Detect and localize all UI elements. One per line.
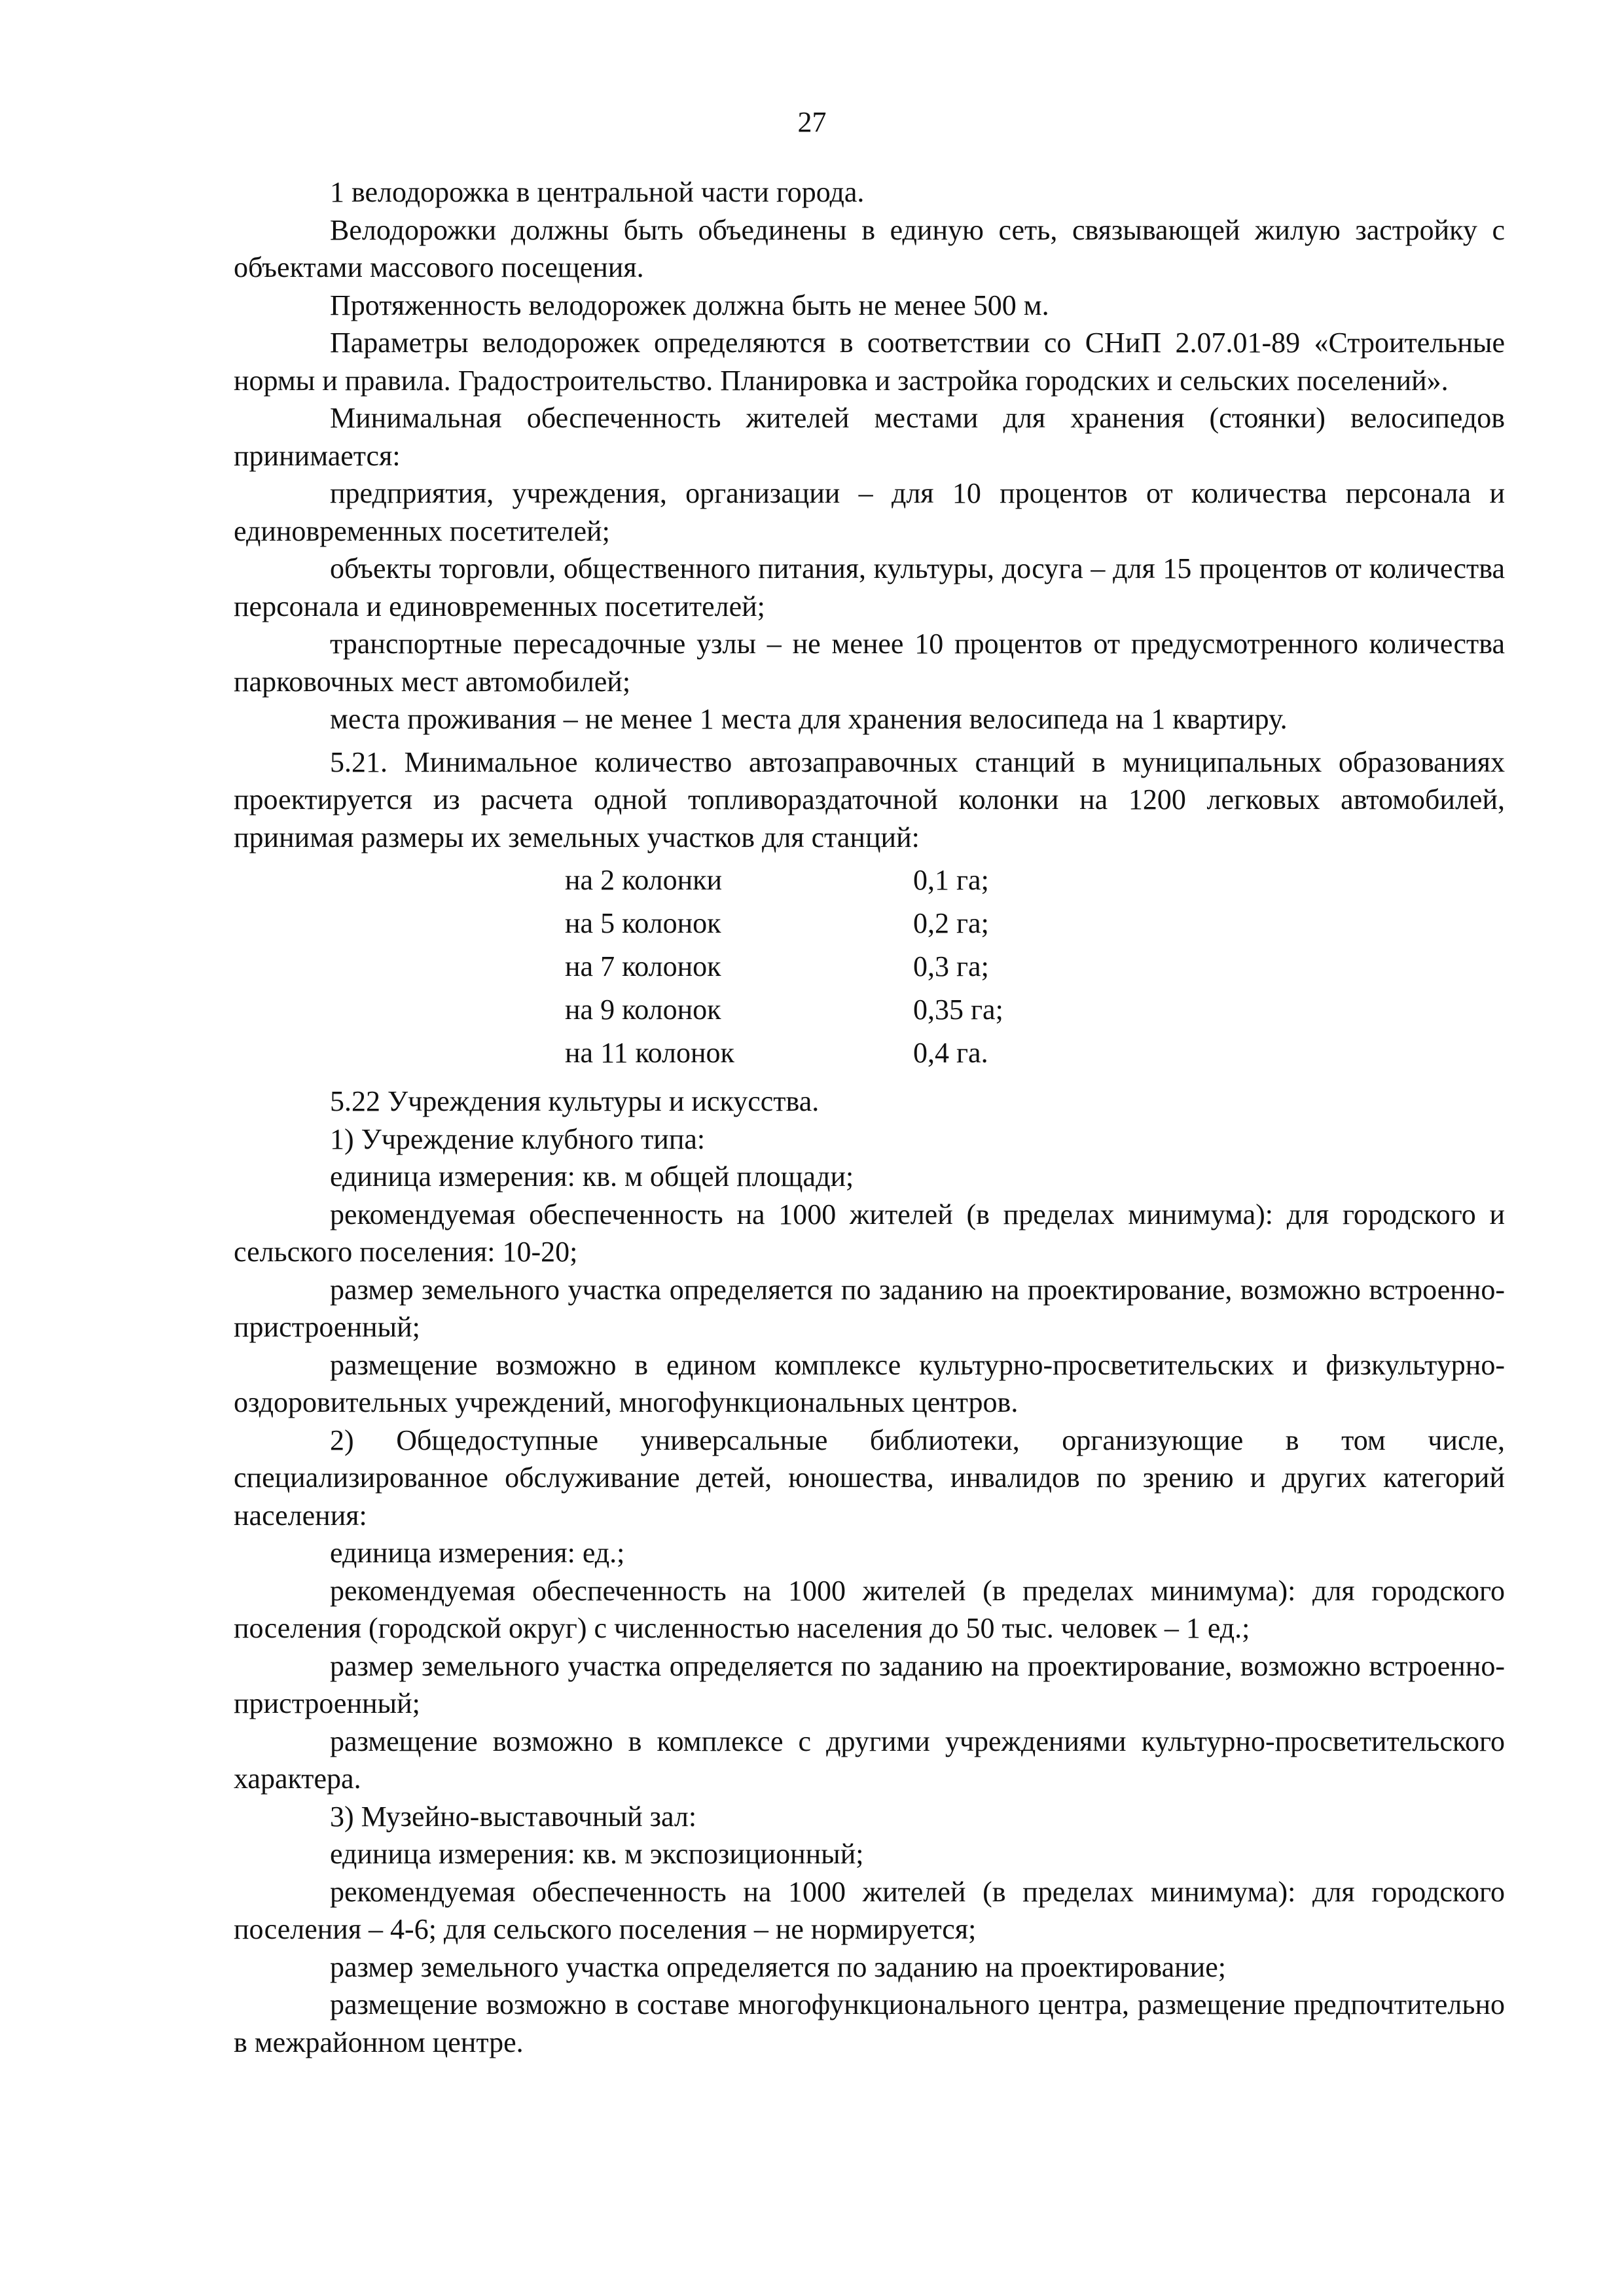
paragraph: рекомендуемая обеспеченность на 1000 жителей (в пределах минимума): для городского поселения (городской округ) с численностью населения до 50 тыс. человек – 1 ед.; bbox=[234, 1574, 1505, 1644]
paragraph: объекты торговли, общественного питания, культуры, досуга – для 15 процентов от количества персонала и единовременных посетителей; bbox=[234, 552, 1505, 622]
station-count: на 2 колонки bbox=[565, 864, 723, 896]
paragraph: рекомендуемая обеспеченность на 1000 жителей (в пределах минимума): для городского поселения – 4-6; для сельского поселения – не нормируется; bbox=[234, 1875, 1505, 1945]
paragraph: единица измерения: ед.; bbox=[330, 1537, 625, 1569]
stations-area-table bbox=[234, 861, 1505, 1076]
page-number: 27 bbox=[797, 106, 827, 138]
paragraph: Минимальная обеспеченность жителей местами для хранения (стоянки) велосипедов принимается: bbox=[234, 402, 1505, 472]
paragraph: предприятия, учреждения, организации – для 10 процентов от количества персонала и единовременных посетителей; bbox=[234, 477, 1505, 547]
paragraph: единица измерения: кв. м экспозиционный; bbox=[330, 1838, 864, 1870]
section-heading-5-22: 5.22 Учреждения культуры и искусства. bbox=[330, 1085, 820, 1117]
paragraph: Протяженность велодорожек должна быть не менее 500 м. bbox=[330, 289, 1049, 321]
paragraph: рекомендуемая обеспеченность на 1000 жителей (в пределах минимума): для городского и сельского поселения: 10-20; bbox=[234, 1198, 1505, 1268]
station-count: на 5 колонок bbox=[565, 907, 721, 939]
station-count: на 11 колонок bbox=[565, 1037, 734, 1069]
paragraph: размер земельного участка определяется по заданию на проектирование; bbox=[330, 1950, 1226, 1983]
paragraph: размещение возможно в комплексе с другими учреждениями культурно-просветительского характера. bbox=[234, 1725, 1505, 1795]
station-area: 0,2 га; bbox=[913, 907, 989, 939]
paragraph: транспортные пересадочные узлы – не менее 10 процентов от предусмотренного количества парковочных мест автомобилей; bbox=[234, 628, 1505, 698]
paragraph: размещение возможно в составе многофункционального центра, размещение предпочтительно в межрайонном центре. bbox=[234, 1988, 1505, 2058]
station-count: на 7 колонок bbox=[565, 950, 721, 982]
station-area: 0,35 га; bbox=[913, 994, 1003, 1026]
paragraph-5-21: 5.21. Минимальное количество автозаправочных станций в муниципальных образованиях проектируется из расчета одной топливораздаточной колонки на 1200 легковых автомобилей, принимая размеры их земельных участков для станций: bbox=[234, 745, 1505, 853]
station-count: на 9 колонок bbox=[565, 994, 721, 1026]
document-body bbox=[234, 173, 1505, 2061]
paragraph: единица измерения: кв. м общей площади; bbox=[330, 1160, 854, 1193]
station-area: 0,4 га. bbox=[913, 1037, 988, 1069]
paragraph: размещение возможно в едином комплексе культурно-просветительских и физкультурно-оздоровительных учреждений, многофункциональных центров. bbox=[234, 1348, 1505, 1418]
subsection-heading: 1) Учреждение клубного типа: bbox=[330, 1122, 706, 1155]
paragraph: Велодорожки должны быть объединены в единую сеть, связывающей жилую застройку с объектами массового посещения. bbox=[234, 213, 1505, 283]
paragraph: Параметры велодорожек определяются в соответствии со СНиП 2.07.01-89 «Строительные нормы и правила. Градостроительство. Планировка и застройка городских и сельских поселений». bbox=[234, 327, 1505, 397]
paragraph: размер земельного участка определяется по заданию на проектирование, возможно встроенно-пристроенный; bbox=[234, 1649, 1505, 1719]
station-area: 0,1 га; bbox=[913, 864, 989, 896]
station-area: 0,3 га; bbox=[913, 950, 989, 982]
subsection-heading: 3) Музейно-выставочный зал: bbox=[330, 1800, 697, 1833]
paragraph: места проживания – не менее 1 места для хранения велосипеда на 1 квартиру. bbox=[330, 703, 1288, 735]
paragraph: 1 велодорожка в центральной части города. bbox=[330, 176, 865, 208]
paragraph: размер земельного участка определяется по заданию на проектирование, возможно встроенно-пристроенный; bbox=[234, 1273, 1505, 1343]
subsection-heading: 2) Общедоступные универсальные библиотеки, организующие в том числе, специализированное обслуживание детей, юношества, инвалидов по зрению и других категорий населения: bbox=[234, 1424, 1505, 1532]
